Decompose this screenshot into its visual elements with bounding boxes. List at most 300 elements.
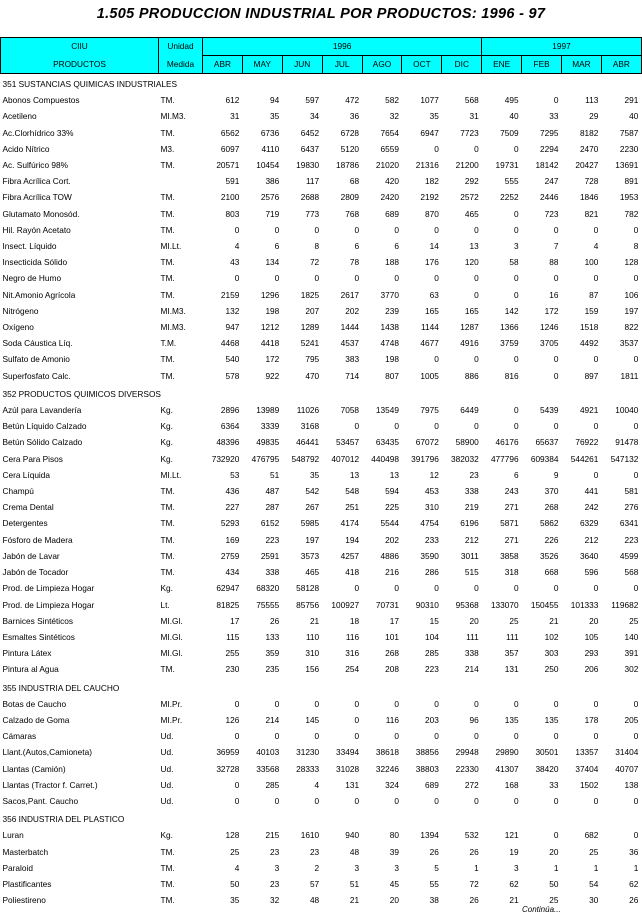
header-month: MAY xyxy=(242,56,282,74)
value-cell: 63 xyxy=(429,289,439,300)
value-cell: 940 xyxy=(345,830,360,841)
product-name: Paraloid xyxy=(2,862,33,873)
unit-cell: TM. xyxy=(160,289,175,300)
value-cell: 188 xyxy=(385,257,399,268)
value-cell: 48 xyxy=(349,846,360,857)
value-cell: 55 xyxy=(429,878,439,889)
value-cell: 2446 xyxy=(540,192,559,203)
value-cell: 4748 xyxy=(380,338,399,349)
product-name: Betún Líquido Calzado xyxy=(2,421,87,432)
value-cell: 16 xyxy=(549,289,559,300)
product-name: Barnices Sintéticos xyxy=(2,615,74,626)
value-cell: 5985 xyxy=(300,518,320,529)
value-cell: 0 xyxy=(514,143,519,154)
value-cell: 0 xyxy=(593,583,599,594)
value-cell: 4 xyxy=(314,779,320,790)
value-cell: 18786 xyxy=(335,160,360,171)
value-cell: 7509 xyxy=(500,127,519,138)
value-cell: 547132 xyxy=(610,453,639,464)
value-cell: 8 xyxy=(633,241,639,252)
value-cell: 3770 xyxy=(380,289,399,300)
value-cell: 37404 xyxy=(575,763,599,774)
value-cell: 2809 xyxy=(340,192,360,203)
value-cell: 67072 xyxy=(415,437,439,448)
value-cell: 1502 xyxy=(579,779,599,790)
value-cell: 219 xyxy=(464,502,479,513)
product-name: Pintura al Agua xyxy=(2,664,59,675)
value-cell: 18 xyxy=(349,615,360,626)
value-cell: 441 xyxy=(584,486,599,497)
value-cell: 6 xyxy=(514,469,519,480)
value-cell: 0 xyxy=(314,731,320,742)
value-cell: 0 xyxy=(633,354,639,365)
product-name: Detergentes xyxy=(2,518,48,529)
value-cell: 53 xyxy=(230,469,240,480)
value-cell: 0 xyxy=(514,795,519,806)
value-cell: 214 xyxy=(265,714,280,725)
value-cell: 63435 xyxy=(375,437,399,448)
value-cell: 203 xyxy=(425,714,439,725)
value-cell: 0 xyxy=(633,421,639,432)
value-cell: 4 xyxy=(234,862,240,873)
unit-cell: MI.Pr. xyxy=(160,714,183,725)
value-cell: 4492 xyxy=(579,338,599,349)
product-name: Insecticida Sólido xyxy=(2,257,68,268)
table-row xyxy=(1,515,642,531)
value-cell: 35 xyxy=(270,111,280,122)
value-cell: 821 xyxy=(584,208,599,219)
value-cell: 40103 xyxy=(256,747,280,758)
unit-cell: Kg. xyxy=(160,437,173,448)
unit-cell: MI.Lt. xyxy=(160,469,182,480)
value-cell: 176 xyxy=(425,257,439,268)
value-cell: 26 xyxy=(270,615,280,626)
value-cell: 17 xyxy=(389,615,399,626)
value-cell: 0 xyxy=(474,583,479,594)
header-month: FEB xyxy=(522,56,562,74)
value-cell: 0 xyxy=(434,698,439,709)
value-cell: 386 xyxy=(265,176,280,187)
value-cell: 2192 xyxy=(420,192,439,203)
value-cell: 1212 xyxy=(260,322,280,333)
value-cell: 3 xyxy=(514,241,519,252)
unit-cell: TM. xyxy=(160,502,175,513)
value-cell: 4418 xyxy=(260,338,280,349)
value-cell: 0 xyxy=(553,354,559,365)
value-cell: 38803 xyxy=(415,763,439,774)
value-cell: 105 xyxy=(584,631,599,642)
value-cell: 0 xyxy=(434,795,439,806)
value-cell: 0 xyxy=(633,698,639,709)
value-cell: 38 xyxy=(429,895,439,906)
header-month: ABR xyxy=(203,56,243,74)
value-cell: 22330 xyxy=(455,763,479,774)
value-cell: 120 xyxy=(464,257,479,268)
product-name: Llant.(Autos,Camioneta) xyxy=(2,747,92,758)
value-cell: 0 xyxy=(474,289,479,300)
value-cell: 198 xyxy=(385,354,399,365)
value-cell: 20 xyxy=(549,846,559,857)
value-cell: 197 xyxy=(305,534,320,545)
value-cell: 271 xyxy=(504,534,519,545)
value-cell: 0 xyxy=(434,273,439,284)
value-cell: 291 xyxy=(624,95,639,106)
value-cell: 310 xyxy=(425,502,439,513)
table-row xyxy=(1,108,642,124)
value-cell: 194 xyxy=(345,534,360,545)
value-cell: 2470 xyxy=(579,143,599,154)
unit-cell: Ud. xyxy=(160,795,174,806)
value-cell: 215 xyxy=(265,830,280,841)
value-cell: 7975 xyxy=(420,405,439,416)
value-cell: 227 xyxy=(225,502,240,513)
value-cell: 156 xyxy=(305,664,320,675)
value-cell: 11026 xyxy=(296,405,320,416)
section-header-row xyxy=(1,74,642,93)
product-name: Negro de Humo xyxy=(2,273,62,284)
value-cell: 0 xyxy=(633,583,639,594)
value-cell: 0 xyxy=(553,731,559,742)
value-cell: 85756 xyxy=(296,599,320,610)
value-cell: 198 xyxy=(265,305,280,316)
unit-cell: MI.M3. xyxy=(160,322,186,333)
table-row xyxy=(1,368,642,384)
value-cell: 407012 xyxy=(331,453,360,464)
value-cell: 31028 xyxy=(335,763,360,774)
value-cell: 33 xyxy=(549,111,559,122)
table-row xyxy=(1,499,642,515)
table-row xyxy=(1,876,642,892)
value-cell: 225 xyxy=(385,502,399,513)
value-cell: 0 xyxy=(593,731,599,742)
header-month: ABR xyxy=(601,56,641,74)
value-cell: 1296 xyxy=(260,289,280,300)
value-cell: 0 xyxy=(474,731,479,742)
value-cell: 668 xyxy=(544,567,559,578)
value-cell: 26 xyxy=(469,895,479,906)
value-cell: 453 xyxy=(425,486,439,497)
value-cell: 3640 xyxy=(579,550,599,561)
table-row xyxy=(1,303,642,319)
value-cell: 0 xyxy=(274,224,280,235)
value-cell: 30501 xyxy=(535,747,559,758)
value-cell: 1366 xyxy=(500,322,519,333)
product-name: Acido Nítrico xyxy=(2,143,50,154)
value-cell: 116 xyxy=(385,714,399,725)
product-name: Prod. de Limpieza Hogar xyxy=(2,583,95,594)
unit-cell: Kg. xyxy=(160,583,173,594)
value-cell: 96 xyxy=(469,714,479,725)
value-cell: 0 xyxy=(314,273,320,284)
value-cell: 2 xyxy=(314,862,320,873)
value-cell: 609384 xyxy=(530,453,559,464)
section-title: 356 INDUSTRIA DEL PLASTICO xyxy=(2,814,125,825)
value-cell: 4468 xyxy=(220,338,240,349)
product-name: Sulfato de Amonio xyxy=(2,354,70,365)
value-cell: 62947 xyxy=(216,583,240,594)
unit-cell: Kg. xyxy=(160,405,173,416)
value-cell: 62 xyxy=(629,878,639,889)
value-cell: 25 xyxy=(549,895,559,906)
value-cell: 3590 xyxy=(420,550,439,561)
value-cell: 719 xyxy=(265,208,280,219)
value-cell: 104 xyxy=(425,631,439,642)
table-row xyxy=(1,613,642,629)
value-cell: 568 xyxy=(624,567,639,578)
value-cell: 35 xyxy=(309,469,320,480)
unit-cell: TM. xyxy=(160,224,175,235)
unit-cell: TM. xyxy=(160,567,175,578)
table-row xyxy=(1,564,642,580)
product-name: Champú xyxy=(2,486,34,497)
value-cell: 1 xyxy=(553,862,559,873)
unit-cell: Lt. xyxy=(160,599,170,610)
value-cell: 50 xyxy=(230,878,240,889)
value-cell: 1005 xyxy=(420,370,439,381)
value-cell: 113 xyxy=(585,95,599,106)
value-cell: 23 xyxy=(469,469,479,480)
value-cell: 20571 xyxy=(216,160,240,171)
value-cell: 4537 xyxy=(340,338,360,349)
value-cell: 90310 xyxy=(415,599,439,610)
value-cell: 100 xyxy=(584,257,599,268)
value-cell: 285 xyxy=(265,779,280,790)
value-cell: 0 xyxy=(514,698,519,709)
value-cell: 88 xyxy=(549,257,559,268)
value-cell: 7654 xyxy=(380,127,399,138)
value-cell: 7 xyxy=(553,241,559,252)
value-cell: 495 xyxy=(504,95,519,106)
value-cell: 5293 xyxy=(220,518,240,529)
table-row xyxy=(1,206,642,222)
value-cell: 477796 xyxy=(490,453,519,464)
value-cell: 1287 xyxy=(460,322,479,333)
value-cell: 7058 xyxy=(340,405,360,416)
unit-cell: TM. xyxy=(160,127,175,138)
unit-cell: TM. xyxy=(160,160,175,171)
value-cell: 1 xyxy=(633,862,639,873)
value-cell: 465 xyxy=(305,567,320,578)
value-cell: 0 xyxy=(354,224,360,235)
value-cell: 268 xyxy=(385,648,399,659)
value-cell: 816 xyxy=(504,370,519,381)
unit-cell: MI.M3. xyxy=(160,111,186,122)
value-cell: 732920 xyxy=(211,453,240,464)
continues-note: Continúa... xyxy=(522,905,561,914)
value-cell: 106 xyxy=(624,289,639,300)
value-cell: 6449 xyxy=(460,405,479,416)
table-row xyxy=(1,173,642,189)
value-cell: 418 xyxy=(345,567,360,578)
value-cell: 23 xyxy=(309,846,320,857)
table-row xyxy=(1,238,642,254)
value-cell: 0 xyxy=(593,354,599,365)
value-cell: 131 xyxy=(504,664,519,675)
unit-cell: TM. xyxy=(160,550,175,561)
value-cell: 0 xyxy=(514,289,519,300)
header-month: OCT xyxy=(402,56,442,74)
value-cell: 682 xyxy=(584,830,599,841)
value-cell: 3526 xyxy=(540,550,559,561)
unit-cell: Kg. xyxy=(160,453,173,464)
product-name: Pintura Látex xyxy=(2,648,52,659)
value-cell: 578 xyxy=(225,370,240,381)
value-cell: 0 xyxy=(434,421,439,432)
product-name: Fósforo de Madera xyxy=(2,534,73,545)
value-cell: 25 xyxy=(629,615,639,626)
value-cell: 0 xyxy=(553,421,559,432)
unit-cell: TM. xyxy=(160,486,175,497)
value-cell: 0 xyxy=(514,208,519,219)
value-cell: 38618 xyxy=(375,747,399,758)
value-cell: 2420 xyxy=(380,192,399,203)
header-ciiu: CIIU xyxy=(1,38,159,56)
value-cell: 46176 xyxy=(495,437,519,448)
value-cell: 0 xyxy=(274,731,280,742)
value-cell: 31 xyxy=(469,111,479,122)
value-cell: 0 xyxy=(434,731,439,742)
value-cell: 689 xyxy=(425,779,439,790)
value-cell: 116 xyxy=(345,631,360,642)
value-cell: 32 xyxy=(270,895,280,906)
value-cell: 2100 xyxy=(220,192,240,203)
value-cell: 48 xyxy=(309,895,320,906)
value-cell: 12 xyxy=(429,469,439,480)
value-cell: 0 xyxy=(514,354,519,365)
value-cell: 1518 xyxy=(579,322,599,333)
value-cell: 128 xyxy=(225,830,240,841)
value-cell: 23 xyxy=(270,878,280,889)
value-cell: 21 xyxy=(509,895,519,906)
product-name: Plastificantes xyxy=(2,878,52,889)
value-cell: 6559 xyxy=(380,143,399,154)
value-cell: 10454 xyxy=(256,160,280,171)
value-cell: 243 xyxy=(504,486,519,497)
value-cell: 239 xyxy=(385,305,399,316)
value-cell: 75555 xyxy=(256,599,280,610)
value-cell: 0 xyxy=(474,224,479,235)
value-cell: 20 xyxy=(469,615,479,626)
value-cell: 2252 xyxy=(500,192,519,203)
value-cell: 582 xyxy=(385,95,399,106)
value-cell: 0 xyxy=(314,795,320,806)
value-cell: 68320 xyxy=(256,583,280,594)
value-cell: 4110 xyxy=(261,143,280,154)
value-cell: 36 xyxy=(349,111,360,122)
value-cell: 32 xyxy=(389,111,399,122)
value-cell: 21316 xyxy=(415,160,439,171)
page-title: 1.505 PRODUCCION INDUSTRIAL POR PRODUCTOS: 1996 - 97 xyxy=(96,6,546,22)
value-cell: 10040 xyxy=(615,405,639,416)
value-cell: 292 xyxy=(464,176,479,187)
value-cell: 6736 xyxy=(260,127,280,138)
value-cell: 19830 xyxy=(296,160,320,171)
value-cell: 3168 xyxy=(300,421,320,432)
value-cell: 3759 xyxy=(500,338,519,349)
value-cell: 133070 xyxy=(490,599,519,610)
unit-cell: TM. xyxy=(160,895,175,906)
product-name: Masterbatch xyxy=(2,846,49,857)
value-cell: 0 xyxy=(593,795,599,806)
value-cell: 115 xyxy=(226,631,240,642)
value-cell: 0 xyxy=(553,795,559,806)
value-cell: 7723 xyxy=(460,127,479,138)
value-cell: 0 xyxy=(514,273,519,284)
value-cell: 251 xyxy=(345,502,360,513)
value-cell: 51 xyxy=(349,878,360,889)
value-cell: 465 xyxy=(464,208,479,219)
value-cell: 216 xyxy=(385,567,399,578)
value-cell: 142 xyxy=(504,305,519,316)
header-month: JUN xyxy=(282,56,322,74)
value-cell: 0 xyxy=(633,224,639,235)
value-cell: 555 xyxy=(504,176,519,187)
value-cell: 2759 xyxy=(220,550,240,561)
product-name: Cera Líquida xyxy=(2,469,51,480)
table-row xyxy=(1,712,642,728)
value-cell: 286 xyxy=(425,567,439,578)
value-cell: 26 xyxy=(429,846,439,857)
value-cell: 4916 xyxy=(460,338,479,349)
value-cell: 0 xyxy=(633,469,639,480)
value-cell: 49835 xyxy=(256,437,280,448)
value-cell: 35 xyxy=(429,111,439,122)
value-cell: 28333 xyxy=(296,763,320,774)
unit-cell: MI.Gl. xyxy=(160,631,183,642)
value-cell: 36 xyxy=(629,846,639,857)
value-cell: 0 xyxy=(394,795,399,806)
value-cell: 165 xyxy=(464,305,479,316)
value-cell: 0 xyxy=(234,795,240,806)
product-name: Botas de Caucho xyxy=(2,698,67,709)
value-cell: 6329 xyxy=(579,518,599,529)
value-cell: 594 xyxy=(385,486,399,497)
unit-cell: TM. xyxy=(160,354,175,365)
value-cell: 128 xyxy=(624,257,639,268)
value-cell: 15 xyxy=(429,615,439,626)
table-row xyxy=(1,548,642,564)
value-cell: 205 xyxy=(624,714,639,725)
table-row xyxy=(1,270,642,286)
value-cell: 230 xyxy=(225,664,240,675)
product-name: Cámaras xyxy=(2,731,37,742)
value-cell: 0 xyxy=(553,830,559,841)
value-cell: 202 xyxy=(345,305,360,316)
table-row xyxy=(1,744,642,760)
value-cell: 3339 xyxy=(260,421,280,432)
value-cell: 14 xyxy=(429,241,439,252)
value-cell: 172 xyxy=(265,354,280,365)
value-cell: 2572 xyxy=(460,192,479,203)
value-cell: 6 xyxy=(274,241,280,252)
value-cell: 276 xyxy=(624,502,639,513)
header-year-1997: 1997 xyxy=(482,38,642,56)
value-cell: 197 xyxy=(624,305,639,316)
table-row xyxy=(1,434,642,450)
value-cell: 233 xyxy=(425,534,439,545)
value-cell: 3573 xyxy=(300,550,320,561)
product-name: Luran xyxy=(2,830,24,841)
value-cell: 303 xyxy=(544,648,559,659)
value-cell: 568 xyxy=(464,95,479,106)
value-cell: 13 xyxy=(469,241,479,252)
value-cell: 436 xyxy=(225,486,240,497)
product-name: Fibra Acrílica Cort. xyxy=(2,176,71,187)
product-name: Sacos,Pant. Caucho xyxy=(2,795,79,806)
value-cell: 40 xyxy=(629,111,639,122)
value-cell: 13549 xyxy=(375,405,399,416)
value-cell: 43 xyxy=(230,257,240,268)
